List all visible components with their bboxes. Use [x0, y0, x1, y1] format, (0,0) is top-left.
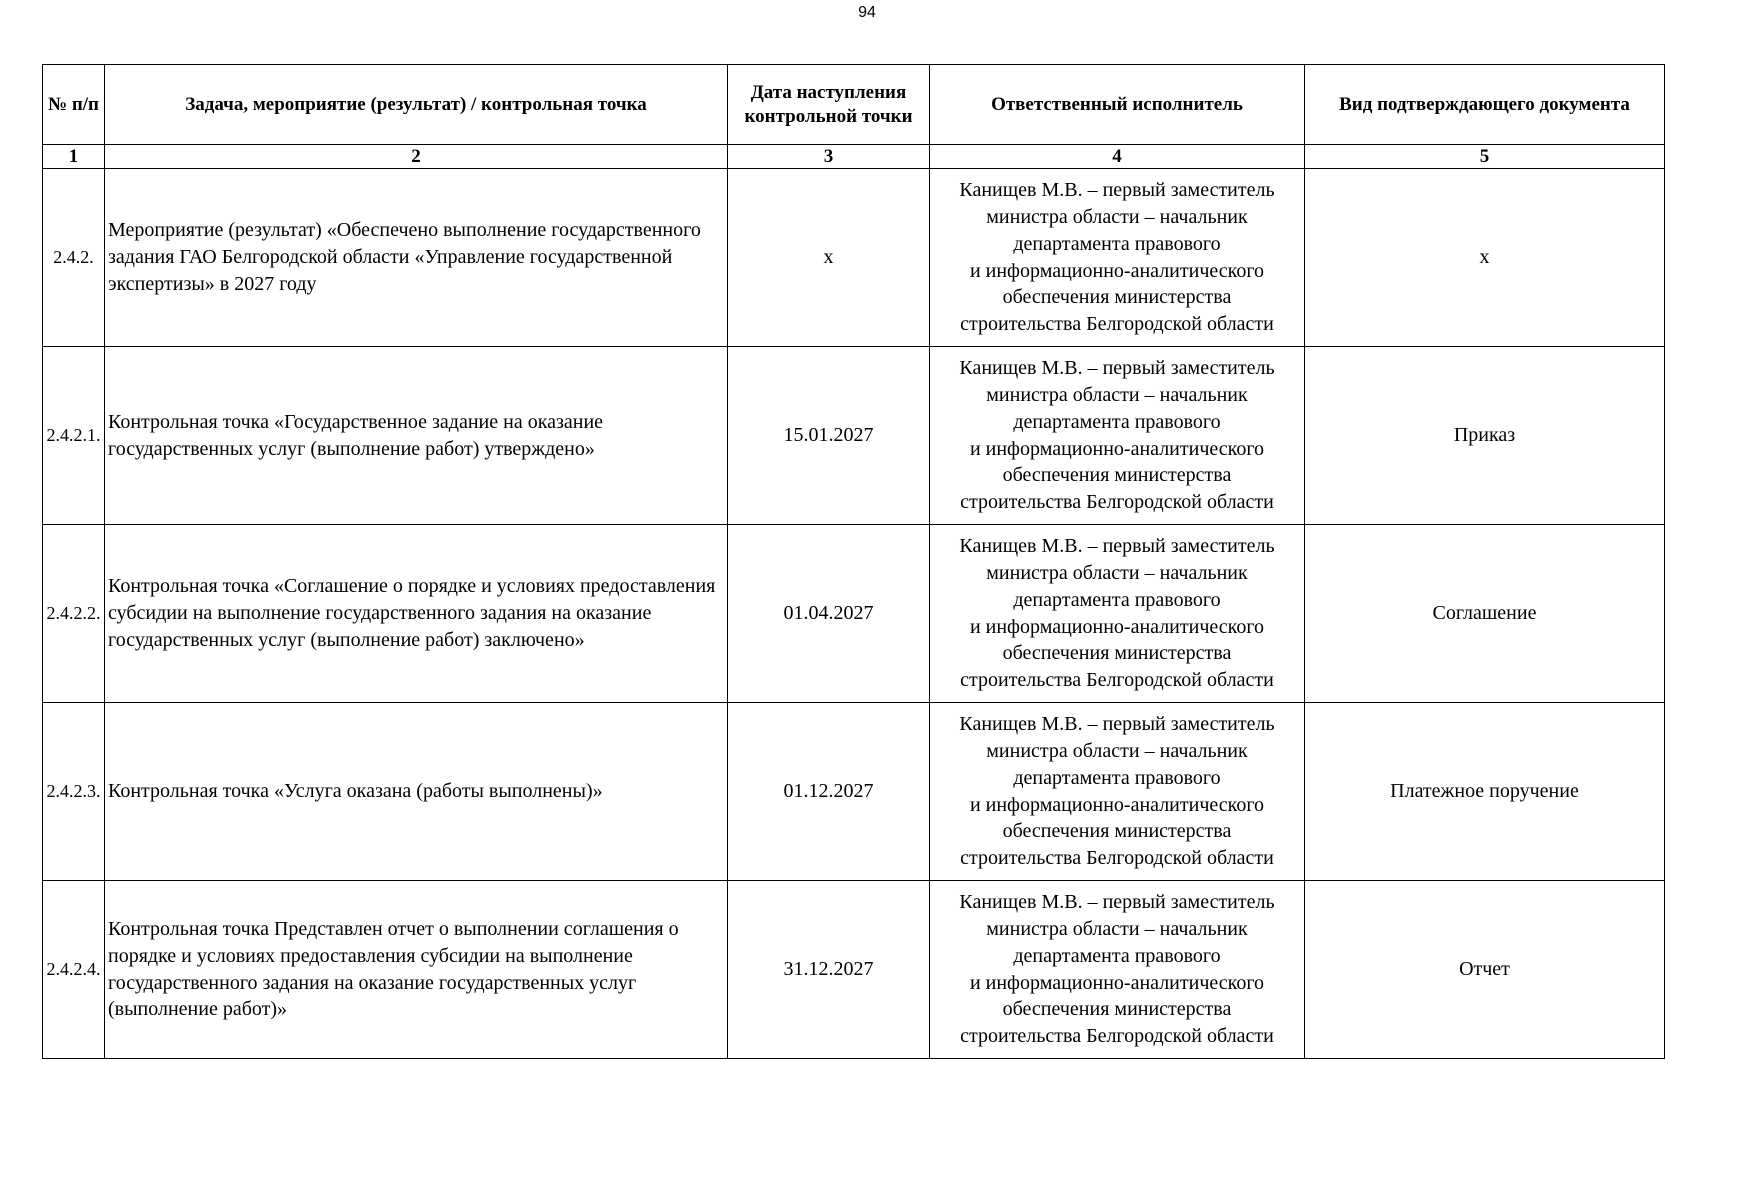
executor-line: обеспечения министерства	[1002, 998, 1232, 1021]
table-row	[43, 703, 1665, 881]
header-document: Вид подтверждающего документа	[1305, 65, 1665, 145]
control-points-table	[42, 64, 1665, 1059]
executor-line: строительства Белгородской области	[960, 669, 1274, 692]
executor-line: министра области – начальник	[986, 561, 1248, 584]
header-executor: Ответственный исполнитель	[930, 65, 1305, 145]
executor-line: Канищев М.В. – первый заместитель	[959, 179, 1275, 202]
executor-line: обеспечения министерства	[1002, 642, 1232, 665]
row-number: 2.4.2.3.	[43, 703, 105, 881]
column-number: 4	[930, 145, 1305, 169]
header-date: Дата наступления контрольной точки	[728, 65, 930, 145]
table-row	[43, 169, 1665, 347]
executor-line: и информационно-аналитического	[969, 259, 1265, 282]
executor-cell	[930, 347, 1305, 525]
executor-line: департамента правового	[1013, 410, 1221, 433]
table-row	[43, 347, 1665, 525]
executor-cell	[930, 881, 1305, 1059]
executor-line: Канищев М.В. – первый заместитель	[959, 713, 1275, 736]
executor-line: обеспечения министерства	[1002, 464, 1232, 487]
control-date: 01.12.2027	[728, 703, 930, 881]
row-number: 2.4.2.	[43, 169, 105, 347]
task-text: Контрольная точка «Государственное задание на оказание государственных услуг (выполнение работ) утверждено»	[105, 347, 728, 525]
executor-line: министра области – начальник	[986, 383, 1248, 406]
control-date: х	[728, 169, 930, 347]
document-type: Приказ	[1305, 347, 1665, 525]
executor-line: министра области – начальник	[986, 917, 1248, 940]
document-type: Платежное поручение	[1305, 703, 1665, 881]
executor-line: обеспечения министерства	[1002, 820, 1232, 843]
executor-line: департамента правового	[1013, 232, 1221, 255]
column-number: 2	[105, 145, 728, 169]
control-date: 31.12.2027	[728, 881, 930, 1059]
executor-line: строительства Белгородской области	[960, 313, 1274, 336]
header-row	[43, 65, 1665, 145]
document-type: Отчет	[1305, 881, 1665, 1059]
task-text: Контрольная точка «Услуга оказана (работы выполнены)»	[105, 703, 728, 881]
executor-cell	[930, 703, 1305, 881]
control-date: 15.01.2027	[728, 347, 930, 525]
executor-line: и информационно-аналитического	[969, 793, 1265, 816]
executor-line: департамента правового	[1013, 588, 1221, 611]
executor-cell	[930, 169, 1305, 347]
executor-line: и информационно-аналитического	[969, 437, 1265, 460]
document-type: х	[1305, 169, 1665, 347]
executor-line: министра области – начальник	[986, 205, 1248, 228]
executor-line: и информационно-аналитического	[969, 615, 1265, 638]
executor-line: Канищев М.В. – первый заместитель	[959, 535, 1275, 558]
row-number: 2.4.2.4.	[43, 881, 105, 1059]
control-date: 01.04.2027	[728, 525, 930, 703]
row-number: 2.4.2.1.	[43, 347, 105, 525]
executor-line: департамента правового	[1013, 766, 1221, 789]
executor-cell	[930, 525, 1305, 703]
column-number: 5	[1305, 145, 1665, 169]
task-text: Контрольная точка Представлен отчет о выполнении соглашения о порядке и условиях предоставления субсидии на выполнение государственного задания на оказание государственных услуг (выполнение работ)»	[105, 881, 728, 1059]
table-row	[43, 525, 1665, 703]
executor-line: строительства Белгородской области	[960, 1025, 1274, 1048]
executor-line: департамента правового	[1013, 944, 1221, 967]
column-number: 3	[728, 145, 930, 169]
page-number: 94	[858, 4, 876, 21]
column-number-row	[43, 145, 1665, 169]
column-number: 1	[43, 145, 105, 169]
executor-line: Канищев М.В. – первый заместитель	[959, 357, 1275, 380]
task-text: Мероприятие (результат) «Обеспечено выполнение государственного задания ГАО Белгородской области «Управление государственной экспертизы» в 2027 году	[105, 169, 728, 347]
executor-line: Канищев М.В. – первый заместитель	[959, 891, 1275, 914]
task-text: Контрольная точка «Соглашение о порядке и условиях предоставления субсидии на выполнение государственного задания на оказание государственных услуг (выполнение работ) заключено»	[105, 525, 728, 703]
header-number: № п/п	[43, 65, 105, 145]
executor-line: и информационно-аналитического	[969, 971, 1265, 994]
header-task: Задача, мероприятие (результат) / контрольная точка	[105, 65, 728, 145]
executor-line: строительства Белгородской области	[960, 491, 1274, 514]
table-row	[43, 881, 1665, 1059]
executor-line: строительства Белгородской области	[960, 847, 1274, 870]
document-type: Соглашение	[1305, 525, 1665, 703]
row-number: 2.4.2.2.	[43, 525, 105, 703]
executor-line: министра области – начальник	[986, 739, 1248, 762]
executor-line: обеспечения министерства	[1002, 286, 1232, 309]
